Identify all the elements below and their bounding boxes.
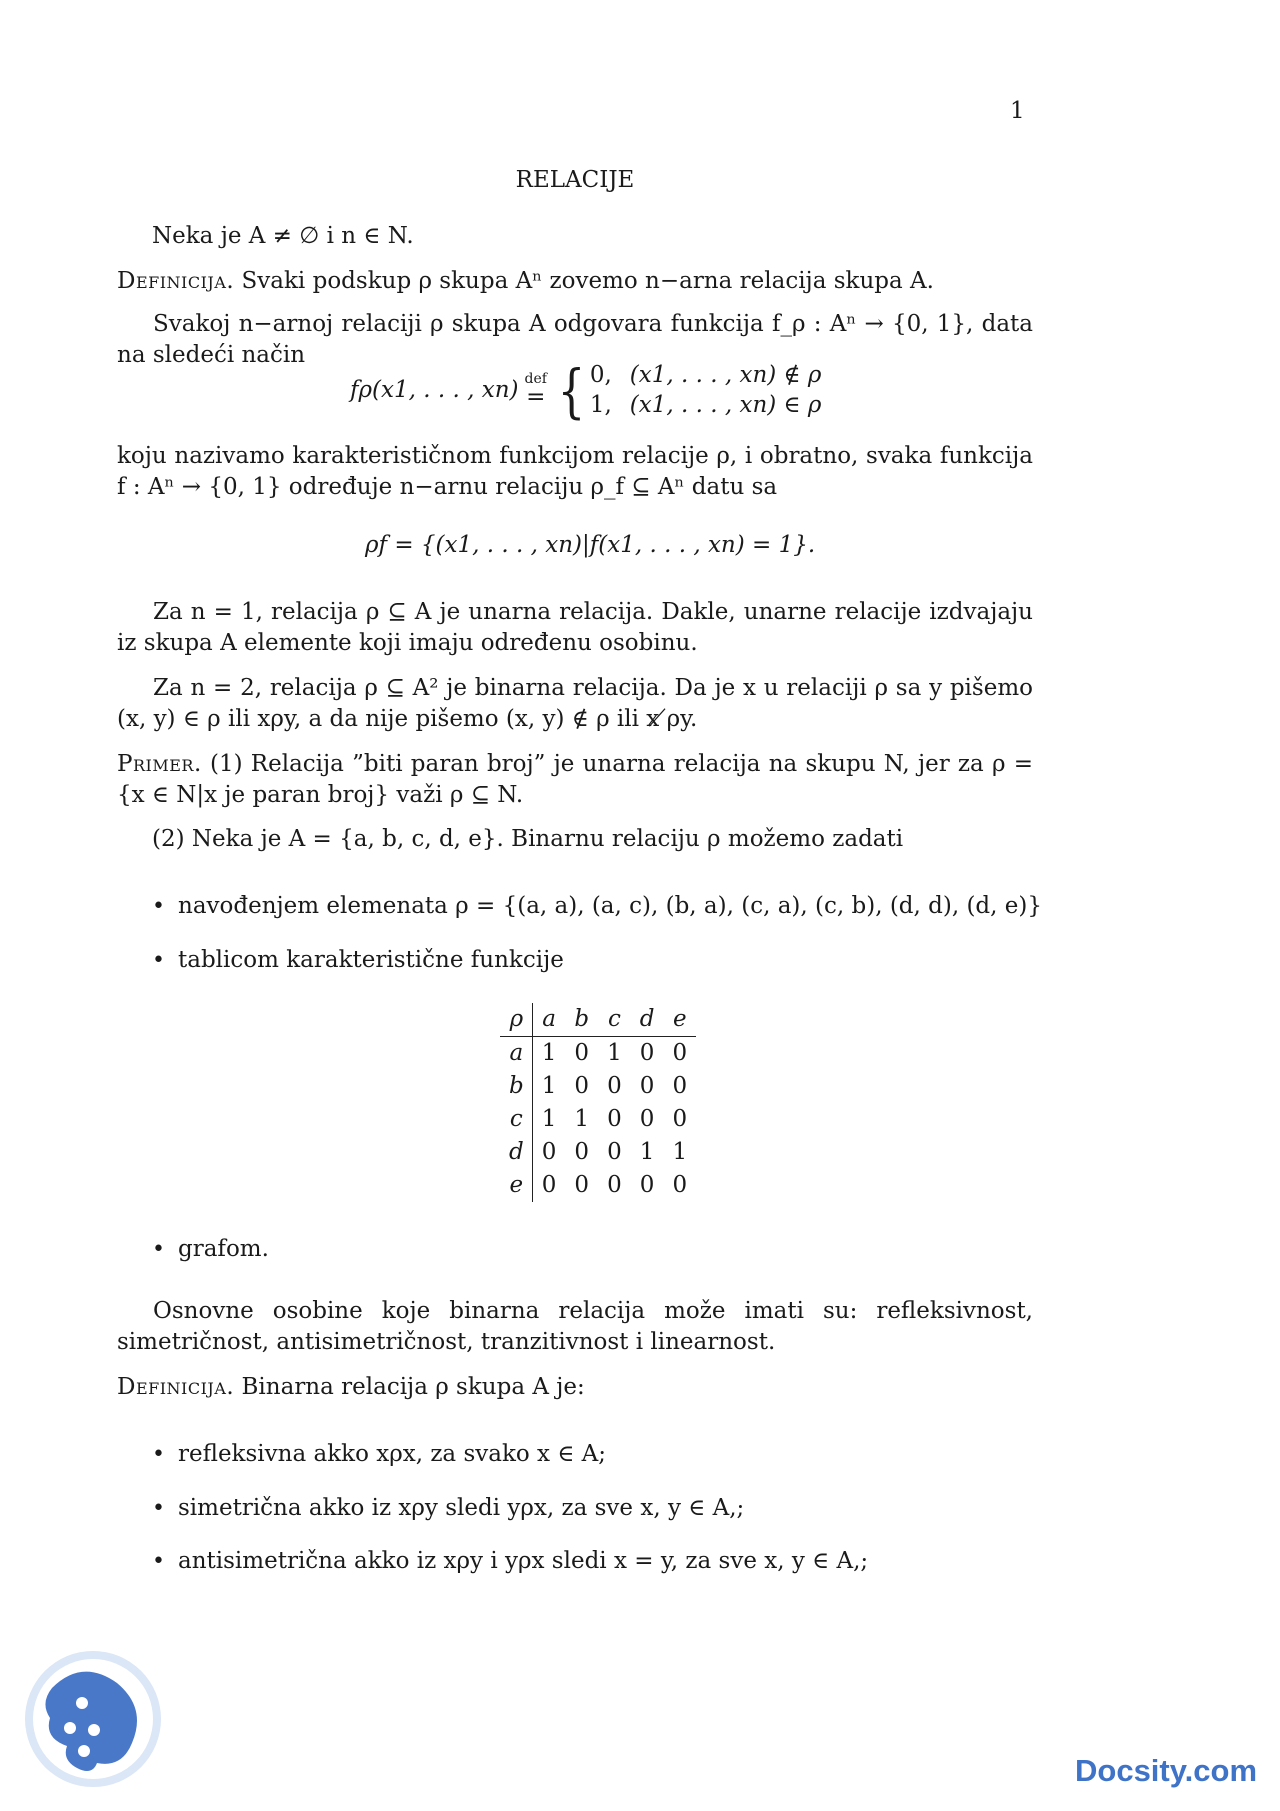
table-cell: 0 (607, 1172, 622, 1199)
table-cell: 1 (574, 1106, 590, 1133)
table-cell: 0 (607, 1139, 622, 1166)
list-item (152, 1546, 868, 1577)
definition-label: Definicija. (117, 1374, 235, 1400)
table-cell: 0 (672, 1073, 688, 1100)
table-cell: 1 (541, 1106, 557, 1133)
bullet-icon: • (152, 948, 165, 973)
definition-text: Binarna relacija ρ skupa A je: (241, 1374, 585, 1400)
column-header: c (598, 1003, 631, 1037)
list-item-text: refleksivna akko xρx, za svako x ∈ A; (178, 1441, 607, 1467)
table-cell: 0 (607, 1106, 622, 1133)
column-header: b (565, 1003, 598, 1037)
def-equals: def = (524, 371, 547, 411)
table-row (500, 1103, 696, 1136)
table-row (500, 1169, 696, 1202)
formula-lhs: fρ(x1, . . . , xn) (350, 377, 519, 404)
list-item-text: antisimetrična akko iz xρy i yρx sledi x = y, za sve x, y ∈ A,; (178, 1548, 869, 1574)
case1-value: 1, (589, 391, 612, 418)
cases (590, 361, 822, 421)
table-corner: ρ (500, 1003, 532, 1037)
table-cell: 0 (672, 1040, 688, 1067)
docsity-watermark: Docsity.com (1075, 1753, 1258, 1788)
paragraph-inverse: koju nazivamo karakterističnom funkcijom relacije ρ, i obratno, svaka funkcija f : Aⁿ → {0, 1} određuje n−arnu relaciju ρ_f ⊆ Aⁿ datu sa (117, 443, 1033, 501)
bullet-icon: • (152, 1549, 165, 1574)
table-cell: 1 (639, 1139, 655, 1166)
formula-characteristic (350, 356, 822, 425)
table-cell: 0 (574, 1073, 590, 1100)
intro-line: Neka je A ≠ ∅ i n ∈ N. (152, 223, 414, 249)
list-item (152, 1493, 744, 1524)
bullet-icon: • (152, 894, 165, 919)
relation-table (500, 1003, 696, 1202)
docsity-logo-icon (22, 1648, 164, 1790)
formula-rho-f: ρf = {(x1, . . . , xn)|f(x1, . . . , xn) = 1}. (365, 532, 816, 558)
case1-condition: (x1, . . . , xn) ∈ ρ (629, 391, 822, 418)
bullet-icon: • (152, 1442, 165, 1467)
table-cell: 0 (574, 1139, 590, 1166)
paragraph-properties: Osnovne osobine koje binarna relacija može imati su: refleksivnost, simetričnost, antisimetričnost, tranzitivnost i linearnost. (117, 1298, 1033, 1356)
table-row (500, 1037, 696, 1071)
definition-2 (117, 1372, 585, 1403)
list-item (152, 1439, 606, 1470)
table-cell: 1 (541, 1040, 557, 1067)
row-header: d (500, 1136, 532, 1169)
row-header: e (500, 1169, 532, 1202)
list-item (152, 891, 1042, 922)
example-label: Primer. (117, 751, 202, 777)
row-header: c (500, 1103, 532, 1136)
table-row (500, 1136, 696, 1169)
definition-text: Svaki podskup ρ skupa Aⁿ zovemo n−arna relacija skupa A. (241, 268, 934, 294)
table-cell: 0 (639, 1106, 655, 1133)
page-title: RELACIJE (515, 167, 635, 193)
table-header-row (500, 1003, 696, 1037)
column-header: a (532, 1003, 565, 1037)
def-label: def (524, 371, 547, 388)
table-cell: 0 (574, 1040, 590, 1067)
paragraph-characteristic-function: Svakoj n−arnoj relaciji ρ skupa A odgovara funkcija f_ρ : Aⁿ → {0, 1}, data na sledeći način (117, 311, 1033, 369)
list-item-text: tablicom karakteristične funkcije (178, 947, 564, 973)
example-2: (2) Neka je A = {a, b, c, d, e}. Binarnu relaciju ρ možemo zadati (152, 826, 904, 852)
list-item-text: simetrična akko iz xρy sledi yρx, za sve x, y ∈ A,; (178, 1495, 745, 1521)
row-header: a (500, 1037, 532, 1071)
table-cell: 0 (541, 1139, 557, 1166)
table-cell: 0 (639, 1073, 655, 1100)
example-text: (1) Relacija ”biti paran broj” je unarna relacija na skupu N, jer za ρ = {x ∈ N|x je paran broj} važi ρ ⊆ N. (117, 751, 1034, 809)
column-header: d (631, 1003, 664, 1037)
list-item (152, 945, 564, 976)
example-1 (117, 749, 1033, 811)
table-cell: 0 (672, 1172, 688, 1199)
table-cell: 1 (672, 1139, 688, 1166)
bullet-icon: • (152, 1496, 165, 1521)
table-row (500, 1070, 696, 1103)
case0-value: 0, (589, 362, 612, 388)
table-cell: 1 (607, 1040, 622, 1067)
page-number: 1 (1010, 98, 1025, 124)
table-cell: 0 (639, 1040, 655, 1067)
definition-label: Definicija. (117, 268, 235, 294)
case0-condition: (x1, . . . , xn) ∉ ρ (629, 362, 822, 388)
list-item-text: navođenjem elemenata ρ = {(a, a), (a, c), (b, a), (c, a), (c, b), (d, d), (d, e)} (178, 893, 1042, 919)
bullet-icon: • (152, 1237, 165, 1262)
list-item (152, 1234, 269, 1265)
table-cell: 0 (574, 1172, 590, 1199)
column-header: e (663, 1003, 696, 1037)
row-header: b (500, 1070, 532, 1103)
table-cell: 0 (607, 1073, 622, 1100)
table-cell: 0 (541, 1172, 557, 1199)
table-cell: 0 (672, 1106, 688, 1133)
list-item-text: grafom. (178, 1236, 269, 1262)
definition-1 (117, 266, 1033, 297)
left-brace: { (557, 356, 586, 425)
paragraph-unary: Za n = 1, relacija ρ ⊆ A je unarna relacija. Dakle, unarne relacije izdvajaju iz skupa A elemente koji imaju određenu osobinu. (117, 599, 1033, 657)
table-cell: 1 (541, 1073, 557, 1100)
paragraph-binary: Za n = 2, relacija ρ ⊆ A² je binarna relacija. Da je x u relaciji ρ sa y pišemo (x, y) ∈ ρ ili xρy, a da nije pišemo (x, y) ∉ ρ ili x ̸ρy. (117, 675, 1033, 733)
table-cell: 0 (639, 1172, 655, 1199)
